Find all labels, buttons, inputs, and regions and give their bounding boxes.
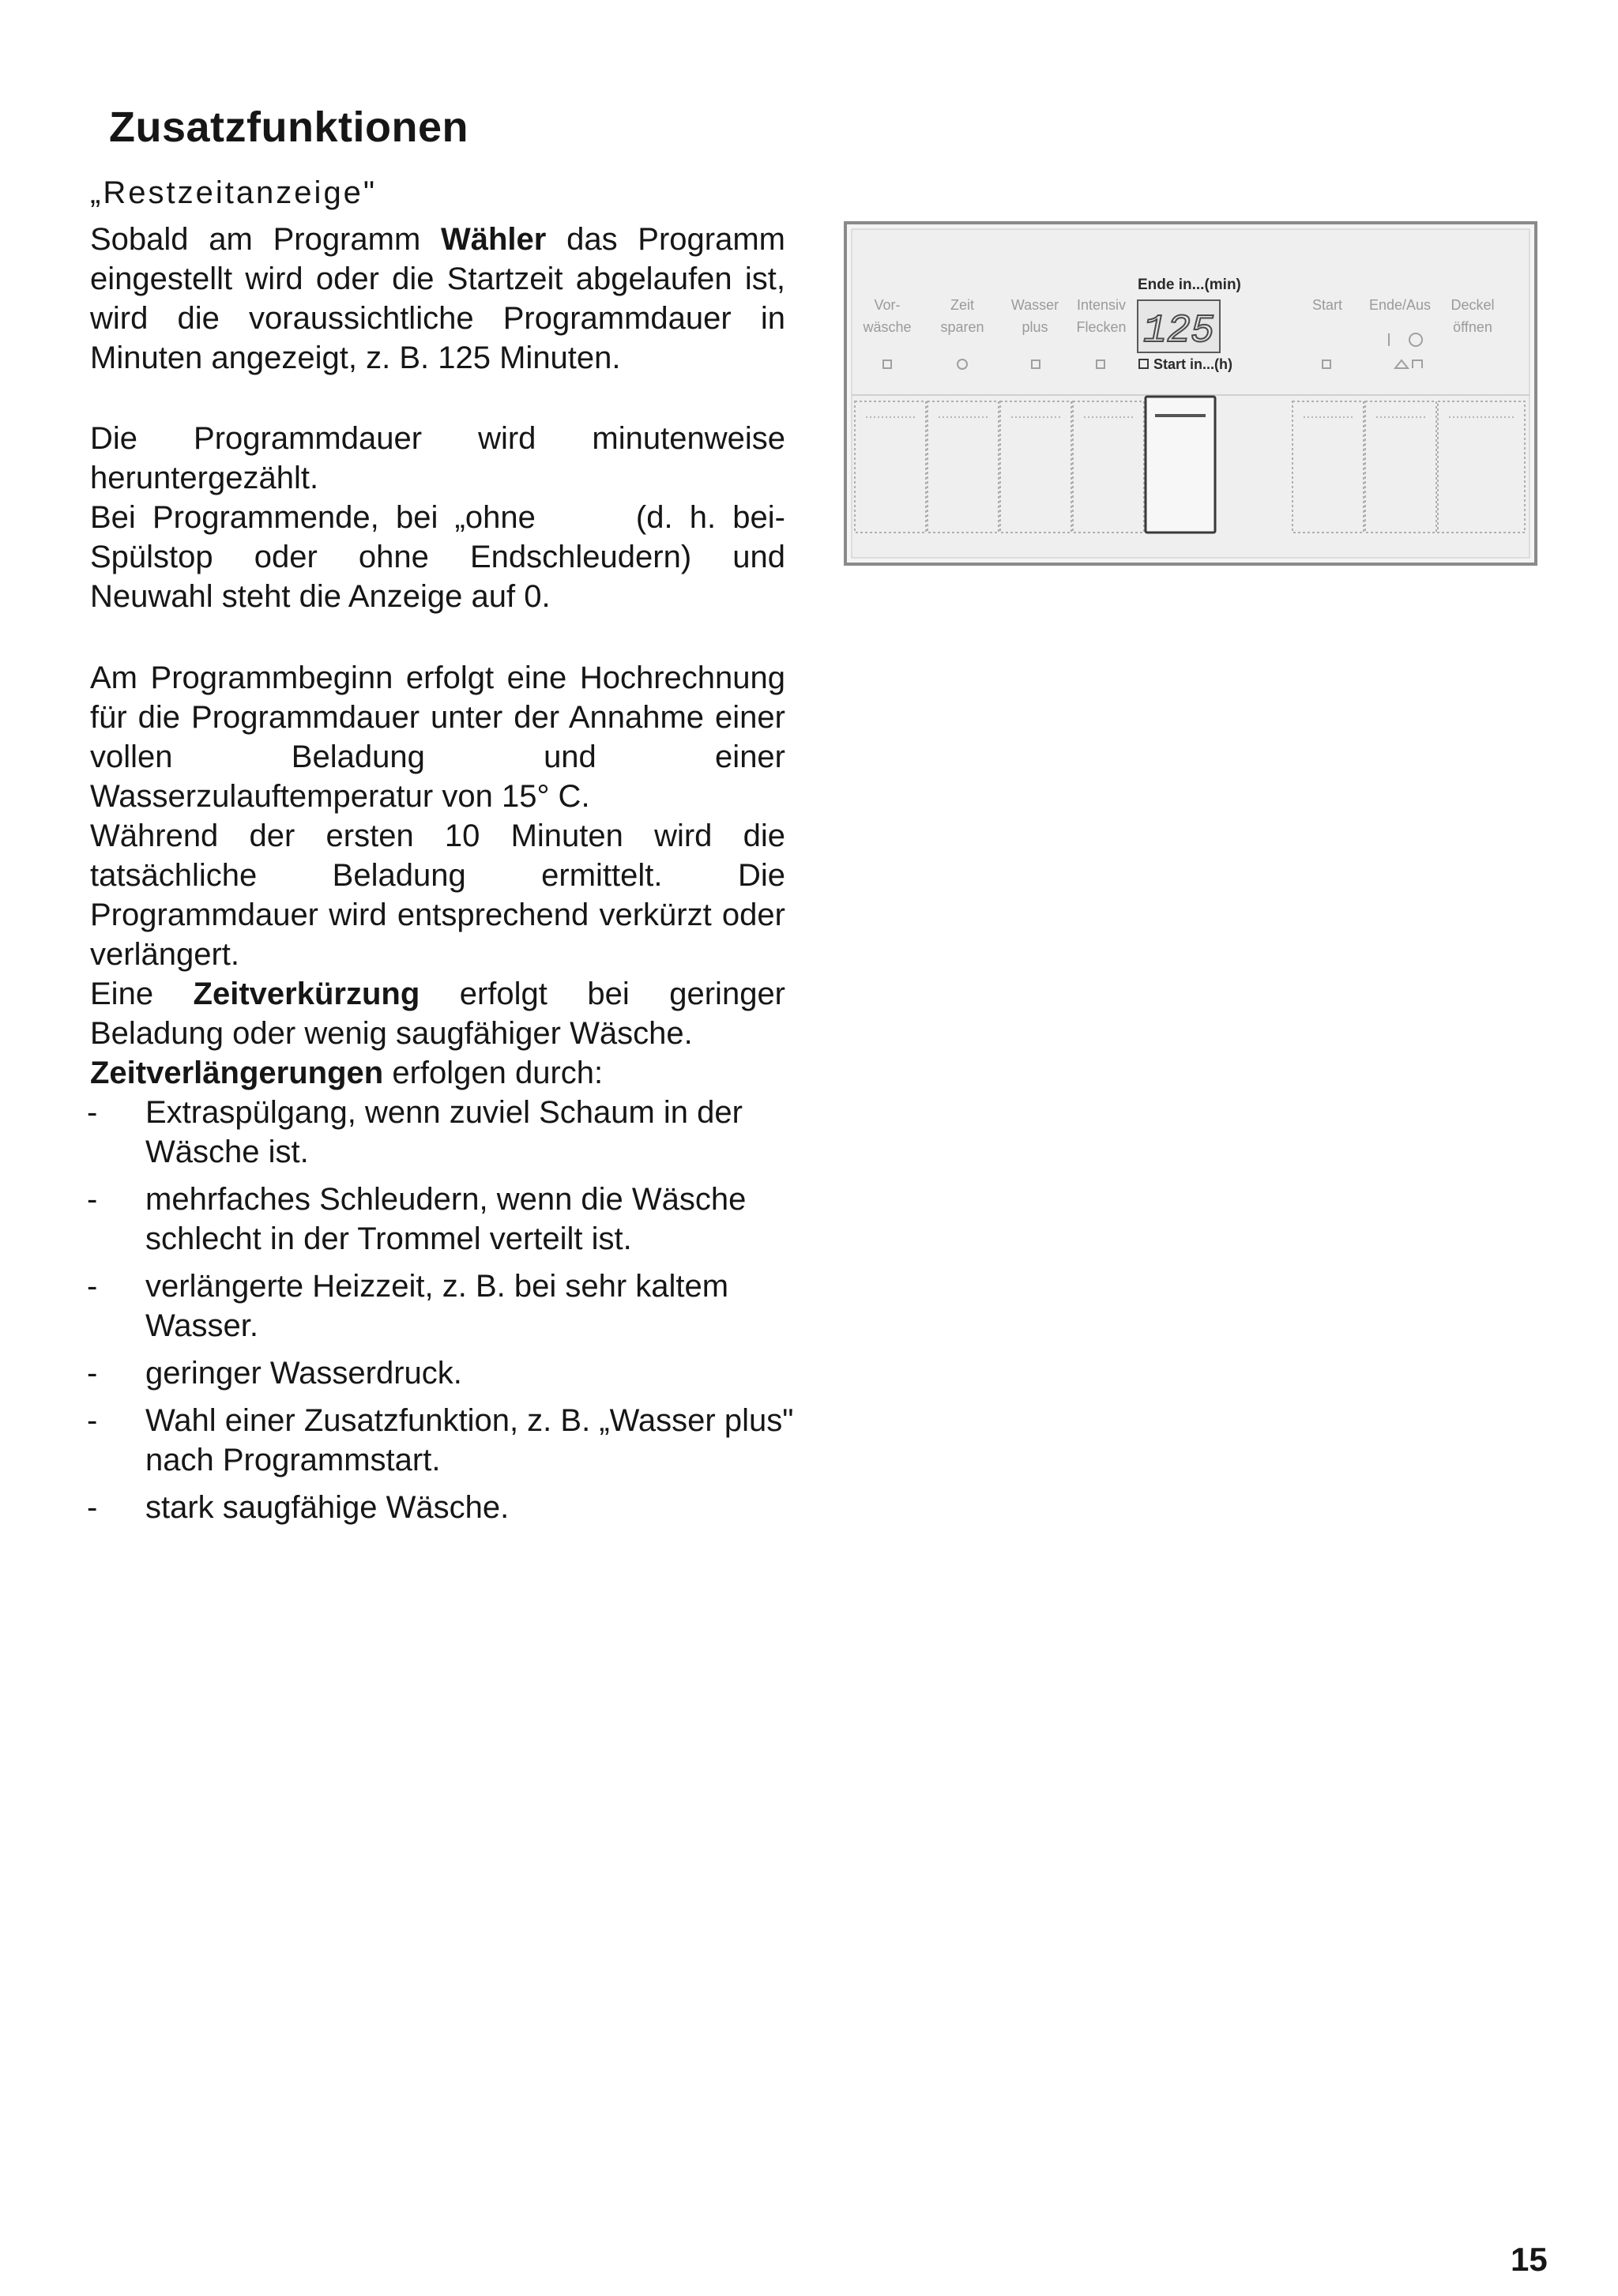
- display-label-end: Ende in...(min): [1138, 277, 1241, 293]
- btn-label-1a: Vor-: [874, 297, 901, 313]
- page-number: 15: [1511, 2241, 1548, 2278]
- list-item: [85, 1353, 796, 1393]
- btn-label-4b: Flecken: [1076, 319, 1127, 335]
- btn-label-3a: Wasser: [1010, 297, 1059, 313]
- list-dash: -: [87, 1095, 98, 1130]
- p1-post: das Programm eingestellt wird oder die Startzeit abgelaufen ist, wird die voraussichtliche Programmdauer in Minuten angezeigt, z. B. 125 Minuten.: [90, 222, 786, 375]
- p3-s4-post: erfolgen durch:: [383, 1056, 604, 1090]
- p3-s4: [90, 1053, 785, 1093]
- list-dash: -: [87, 1403, 98, 1438]
- list-item: [85, 1180, 796, 1259]
- btn-label-6a: Ende/Aus: [1368, 297, 1432, 313]
- control-panel-illustration: [844, 221, 1537, 566]
- list-item: [85, 1488, 796, 1527]
- btn-label-2b: sparen: [940, 319, 984, 335]
- p1-pre: Sobald am Programm: [90, 222, 441, 257]
- p1-bold: Wähler: [441, 222, 547, 257]
- btn-label-7b: öffnen: [1453, 319, 1492, 335]
- list-item-text: Extraspülgang, wenn zuviel Schaum in der Wäsche ist.: [145, 1095, 743, 1169]
- btn-label-4a: Intensiv: [1076, 297, 1127, 313]
- list-dash: -: [87, 1269, 98, 1304]
- list-item: [85, 1093, 796, 1172]
- list-item: [85, 1401, 796, 1480]
- p3-s3-bold: Zeitverkürzung: [193, 977, 420, 1011]
- p3-s1: Am Programmbeginn erfolgt eine Hochrechnung für die Programmdauer unter der Annahme einer vollen Beladung und einer Wasserzulauftemperatur von 15° C.: [90, 661, 785, 814]
- p2-line2: Bei Programmende, bei „ohne (d. h. bei-Spülstop oder ohne Endschleudern) und Neuwahl steht die Anzeige auf 0.: [90, 500, 795, 614]
- p2-line1: Die Programmdauer wird minutenweise heruntergezählt.: [90, 421, 785, 495]
- list-item-text: verlängerte Heizzeit, z. B. bei sehr kaltem Wasser.: [145, 1269, 729, 1343]
- btn-label-2a: Zeit: [950, 297, 975, 313]
- list-item: [85, 1267, 796, 1346]
- btn-label-5a: Start: [1311, 297, 1343, 313]
- btn-label-1b: wäsche: [863, 319, 912, 335]
- display-label-start: Start in...(h): [1153, 356, 1232, 372]
- btn-label-3b: plus: [1022, 319, 1048, 335]
- btn-label-7a: Deckel: [1451, 297, 1495, 313]
- list-item-text: Wahl einer Zusatzfunktion, z. B. „Wasser plus" nach Programmstart.: [145, 1403, 794, 1477]
- p3-s3: [90, 974, 785, 1053]
- paragraph-intro: [90, 220, 785, 378]
- p3-s4-bold: Zeitverlängerungen: [90, 1056, 384, 1090]
- list-item-text: stark saugfähige Wäsche.: [145, 1490, 510, 1525]
- p3-s3-post: erfolgt bei geringer Beladung oder wenig saugfähiger Wäsche.: [90, 977, 786, 1051]
- paragraph-calculation: [90, 658, 785, 1093]
- list-item-text: geringer Wasserdruck.: [145, 1356, 462, 1391]
- section-subtitle: „Restzeitanzeige": [90, 175, 378, 210]
- p3-s3-pre: Eine: [90, 977, 194, 1011]
- p3-s2: Während der ersten 10 Minuten wird die tatsächliche Beladung ermittelt. Die Programmdauer wird entsprechend verkürzt oder verlängert.: [90, 819, 785, 972]
- display-value: 125: [1142, 309, 1215, 354]
- list-dash: -: [87, 1356, 98, 1391]
- list-dash: -: [87, 1490, 98, 1525]
- list-dash: -: [87, 1182, 98, 1217]
- list-item-text: mehrfaches Schleudern, wenn die Wäsche schlecht in der Trommel verteilt ist.: [145, 1182, 747, 1256]
- reasons-list: [85, 1093, 796, 1535]
- page-title: Zusatzfunktionen: [109, 104, 468, 151]
- paragraph-countdown: [90, 419, 795, 616]
